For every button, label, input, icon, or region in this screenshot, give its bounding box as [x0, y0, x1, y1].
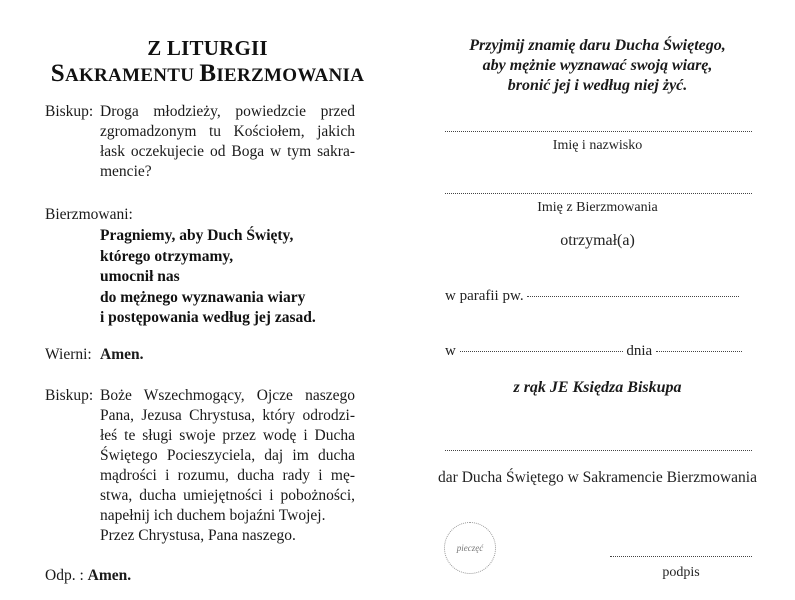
date-field[interactable] — [656, 351, 742, 352]
parish-row — [445, 287, 739, 305]
gift-text: dar Ducha Świętego w Sakramencie Bierzmowania — [438, 469, 757, 486]
text-line: łeś te sługi swoje przez wodę i Ducha — [100, 427, 355, 444]
title-cap-s: S — [50, 60, 65, 87]
text-line: do mężnego wyznawania wiary — [100, 288, 306, 306]
text-line: zgromadzonym tu Kościołem, jakich — [100, 123, 355, 140]
text-line: Pragniemy, aby Duch Święty, — [100, 227, 294, 244]
confirmation-formula — [400, 36, 795, 96]
text-line: łask oczekujecie od Boga w tym sakra- — [100, 143, 355, 160]
text-line: Droga młodzieży, powiedzcie przed — [100, 103, 355, 120]
parish-label: w parafii pw. — [445, 288, 524, 304]
confirmation-name-field-line[interactable] — [445, 193, 752, 194]
text-line: mądrości i rozumu, ducha rady i mę- — [100, 467, 355, 484]
received-text: otrzymał(a) — [560, 232, 635, 249]
gift-field-line[interactable] — [445, 450, 752, 451]
right-page — [400, 0, 795, 600]
speaker-faithful: Wierni: — [45, 346, 92, 363]
text-line: mencie? — [100, 163, 152, 180]
place-field[interactable] — [460, 351, 623, 352]
bishop-1-section — [45, 102, 355, 182]
text-line: umocnił nas — [100, 268, 180, 285]
stamp-label: pieczęć — [456, 543, 484, 553]
date-label: dnia — [626, 343, 653, 359]
stamp-placeholder — [444, 522, 496, 574]
signature-label: podpis — [662, 565, 700, 580]
speaker-bishop-2: Biskup: — [45, 387, 94, 404]
place-date-row — [445, 342, 742, 360]
text-line: Świętego Pocieszyciela, daj im ducha — [100, 447, 355, 464]
text-line: Pana, Jezusa Chrystusa, który odrodzi- — [100, 407, 355, 424]
text-line: napełnij ich duchem bojaźni Twojej. — [100, 507, 326, 524]
title-rest-1: AKRAMENTU — [64, 65, 200, 86]
text-line: i postępowania według jej zasad. — [100, 309, 316, 326]
place-label: w — [445, 343, 456, 359]
response-amen: Amen. — [87, 567, 132, 584]
speaker-bishop-1: Biskup: — [45, 103, 94, 120]
confirmation-name-label: Imię z Bierzmowania — [537, 200, 658, 215]
faithful-line — [45, 345, 143, 365]
text-line: stwa, ducha umiejętności i pobożności, — [100, 487, 355, 504]
from-hands-text: z rąk JE Księdza Biskupa — [513, 379, 682, 396]
parish-field[interactable] — [527, 296, 739, 297]
confirmed-response — [100, 226, 316, 329]
faithful-response: Amen. — [100, 346, 144, 363]
title-line-2 — [40, 60, 375, 88]
text-line: Przez Chrystusa, Pana naszego. — [100, 527, 296, 544]
name-field-line[interactable] — [445, 131, 752, 132]
title-cap-b: B — [199, 60, 217, 87]
speaker-confirmed: Bierzmowani: — [45, 206, 133, 223]
formula-line: aby mężnie wyznawać swoją wiarę, — [482, 57, 713, 74]
signature-field-line[interactable] — [610, 556, 752, 557]
bishop-2-text — [100, 386, 355, 546]
speaker-response: Odp. : — [45, 567, 84, 584]
text-line: Boże Wszechmogący, Ojcze naszego — [100, 387, 355, 404]
title-rest-2: IERZMOWANIA — [216, 65, 365, 86]
formula-line: Przyjmij znamię daru Ducha Świętego, — [469, 37, 726, 54]
title-line-1: Z LITURGII — [147, 36, 268, 60]
text-line: którego otrzymamy, — [100, 247, 234, 265]
formula-line: bronić jej i według niej żyć. — [507, 77, 688, 94]
bishop-2-section — [45, 386, 355, 546]
bishop-1-text — [100, 102, 355, 182]
name-label: Imię i nazwisko — [552, 138, 643, 153]
response-line — [45, 566, 131, 586]
